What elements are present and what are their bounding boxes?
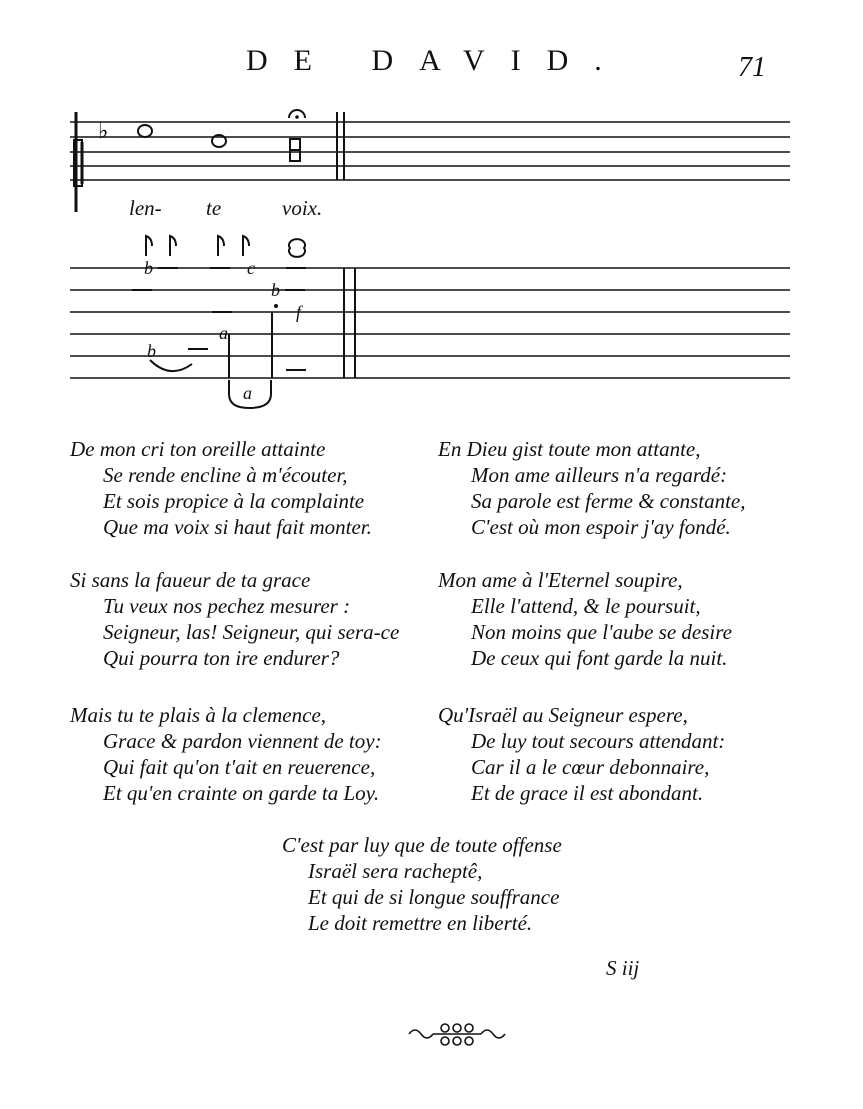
verse-line: Elle l'attend, & le poursuit, (471, 594, 701, 618)
verse-line: De mon cri ton oreille attainte (70, 437, 326, 461)
verse-line: Se rende encline à m'écouter, (103, 463, 348, 487)
stanza (70, 702, 382, 806)
lyric-syllable: voix. (282, 196, 323, 220)
stanza (438, 567, 732, 671)
tab-letter: b (147, 341, 156, 361)
tab-letter: c (247, 258, 255, 278)
tablature-staff (70, 268, 790, 378)
verse-line: Israël sera racheptê, (308, 859, 483, 883)
upper-notes (138, 125, 300, 161)
verse-line: Seigneur, las! Seigneur, qui sera-ce (103, 620, 400, 644)
running-head: DE DAVID. (246, 44, 628, 77)
stanza (70, 436, 372, 540)
clef-icon (74, 112, 82, 212)
stanza (438, 436, 746, 540)
verse-line: Mon ame à l'Eternel soupire, (438, 568, 683, 592)
tab-letter: a (243, 383, 252, 403)
verse-line: Qui fait qu'on t'ait en reuerence, (103, 755, 376, 779)
tab-letter: b (271, 280, 280, 300)
verse-line: Non moins que l'aube se desire (471, 620, 732, 644)
verse-line: De luy tout secours attendant: (471, 729, 726, 753)
lyric-syllable: te (206, 196, 222, 220)
verse-line: Mais tu te plais à la clemence, (70, 703, 327, 727)
stanza (438, 702, 725, 806)
tab-letter: a (219, 323, 228, 343)
verse-line: En Dieu gist toute mon attante, (438, 437, 701, 461)
upper-staff (70, 122, 790, 180)
ornament-icon (405, 1016, 509, 1052)
flat-sign: ♭ (98, 119, 109, 144)
verse-line: Et qu'en crainte on garde ta Loy. (103, 781, 380, 805)
tab-letter: b (144, 258, 153, 278)
lyric-syllable: len- (129, 196, 162, 220)
verse-line: Et de grace il est abondant. (471, 781, 704, 805)
page-number: 71 (738, 52, 766, 83)
verse-line: Le doit remettre en liberté. (308, 911, 533, 935)
verse-line: Et sois propice à la complainte (103, 489, 365, 513)
verse-line: Que ma voix si haut fait monter. (103, 515, 372, 539)
stanza (70, 567, 399, 671)
verse-line: Grace & pardon viennent de toy: (103, 729, 382, 753)
tab-slur (150, 360, 192, 371)
verse-line: C'est par luy que de toute offense (282, 833, 562, 857)
verse-line: Sa parole est ferme & constante, (471, 489, 746, 513)
stanza (282, 832, 562, 936)
verse-line: Qui pourra ton ire endurer? (103, 646, 340, 670)
verse-line: Mon ame ailleurs n'a regardé: (471, 463, 728, 487)
verse-line: C'est où mon espoir j'ay fondé. (471, 515, 731, 539)
verse-line: Tu veux nos pechez mesurer : (103, 594, 351, 618)
verse-line: Et qui de si longue souffrance (308, 885, 560, 909)
verse-line: Si sans la faueur de ta grace (70, 568, 311, 592)
tab-letters (144, 258, 304, 403)
verse-line: Qu'Israël au Seigneur espere, (438, 703, 688, 727)
signature-mark: S iij (606, 956, 640, 980)
rhythm-flags (146, 236, 305, 257)
tab-letter: f (296, 302, 302, 322)
verse-line: Car il a le cœur debonnaire, (471, 755, 710, 779)
verse-line: De ceux qui font garde la nuit. (471, 646, 728, 670)
